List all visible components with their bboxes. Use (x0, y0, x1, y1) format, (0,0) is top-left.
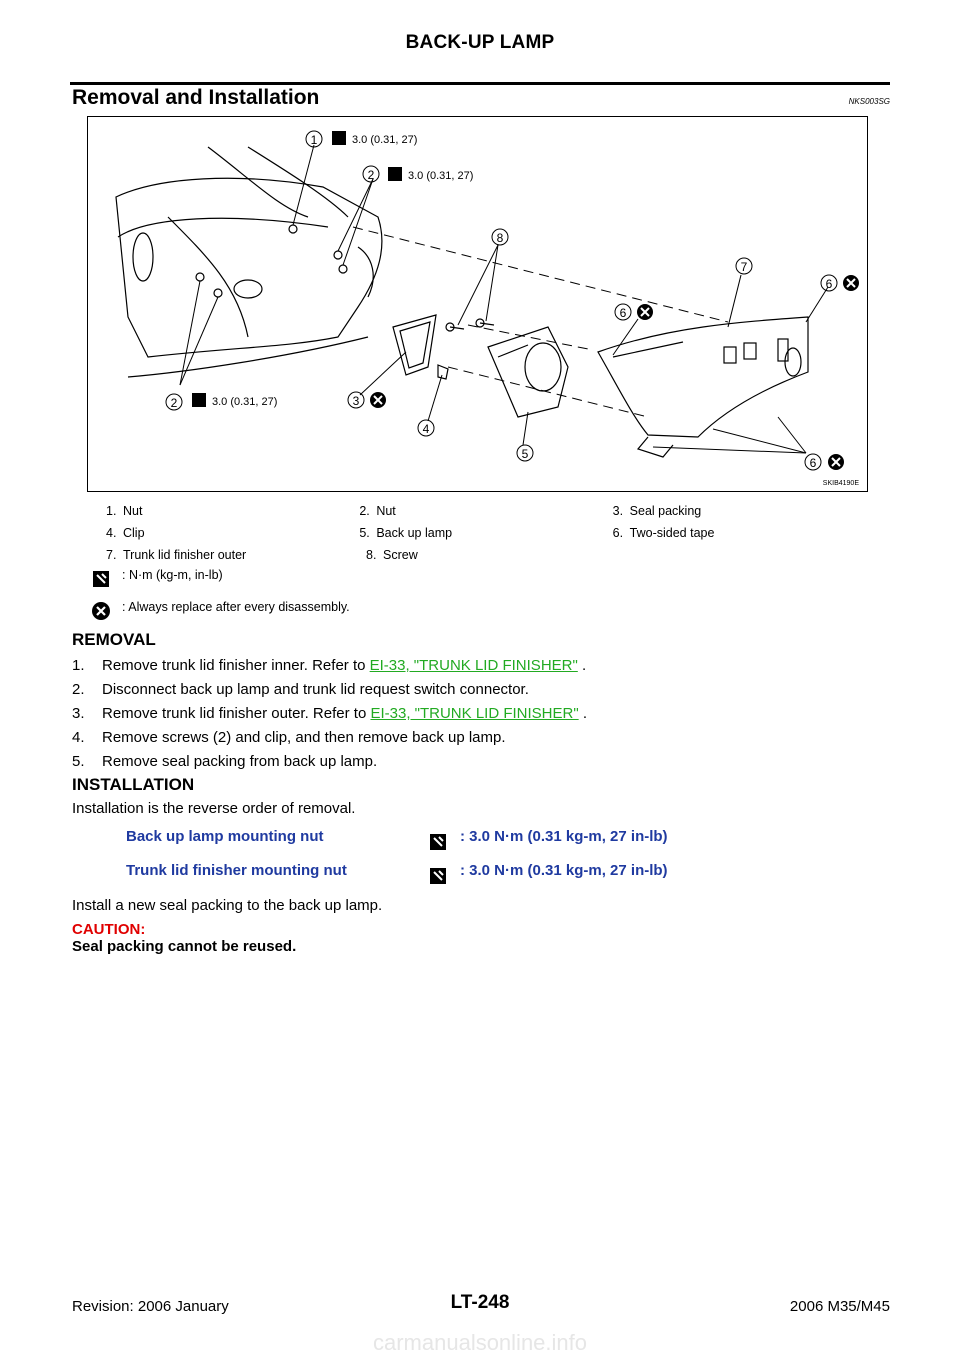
exploded-diagram (87, 116, 868, 492)
callout-5 (517, 445, 533, 461)
legend-item: 6. Two-sided tape (612, 526, 715, 540)
callout-label: 3 (352, 394, 360, 408)
header-rule (70, 82, 890, 85)
callout-2b (166, 394, 182, 410)
legend-item: 1. Nut (106, 504, 143, 518)
torque-legend (90, 568, 866, 590)
callout-8 (492, 229, 508, 245)
replace-note: : Always replace after every disassembly. (122, 600, 350, 614)
section-title: Removal and Installation (72, 86, 320, 109)
legend-row (106, 522, 866, 544)
removal-step: 4. Remove screws (2) and clip, and then remove back up lamp. (72, 729, 506, 746)
installation-heading: INSTALLATION (72, 775, 195, 794)
replace-legend (90, 600, 866, 622)
legend-item: 3. Seal packing (612, 504, 702, 518)
parts-legend (106, 500, 866, 622)
page-title: BACK-UP LAMP (405, 32, 555, 53)
callout-1 (306, 131, 322, 147)
removal-step: 2. Disconnect back up lamp and trunk lid request switch connector. (72, 681, 529, 698)
spec-row (126, 862, 347, 879)
callout-6b (821, 275, 837, 291)
section-code: NKS003SG (848, 97, 890, 106)
removal-step: 3. Remove trunk lid finisher outer. Refer to EI-33, "TRUNK LID FINISHER" . (72, 705, 587, 722)
callout-label: 2 (367, 168, 375, 182)
callout-label: 6 (809, 456, 817, 470)
legend-item: 2. Nut (359, 504, 396, 518)
torque-note: : N·m (kg-m, in-lb) (122, 568, 223, 582)
torque-label: 3.0 (0.31, 27) (352, 134, 418, 146)
callout-label: 6 (825, 277, 833, 291)
watermark: carmanualsonline.info (372, 1330, 588, 1355)
diagram-drawing (88, 117, 867, 491)
torque-wrench-icon (428, 866, 448, 886)
legend-item: 7. Trunk lid finisher outer (106, 548, 247, 562)
spec-label: Back up lamp mounting nut (126, 828, 324, 845)
spec-label: Trunk lid finisher mounting nut (126, 862, 347, 879)
ei-33-link[interactable]: EI-33, "TRUNK LID FINISHER" (370, 705, 579, 722)
callout-4 (418, 420, 434, 436)
callout-label: 2 (170, 396, 178, 410)
ei-33-link[interactable]: EI-33, "TRUNK LID FINISHER" (369, 657, 578, 674)
replace-mark-icon (370, 275, 859, 470)
legend-item: 5. Back up lamp (359, 526, 453, 540)
spec-row (126, 828, 324, 845)
callout-7 (736, 258, 752, 274)
callout-label: 4 (422, 422, 430, 436)
legend-item: 8. Screw (366, 548, 418, 562)
callout-label: 6 (619, 306, 627, 320)
spec-value: : 3.0 N·m (0.31 kg-m, 27 in-lb) (460, 828, 668, 845)
legend-item: 4. Clip (106, 526, 145, 540)
callout-2a (363, 166, 379, 182)
torque-label: 3.0 (0.31, 27) (212, 396, 278, 408)
callout-label: 8 (496, 231, 504, 245)
callout-label: 5 (521, 447, 529, 461)
torque-wrench-icon (428, 832, 448, 852)
removal-step: 1. Remove trunk lid finisher inner. Refer to EI-33, "TRUNK LID FINISHER" . (72, 657, 587, 674)
removal-heading: REMOVAL (72, 630, 156, 649)
footer-page-number: LT-248 (450, 1292, 510, 1313)
removal-step: 5. Remove seal packing from back up lamp. (72, 753, 378, 770)
spec-value: : 3.0 N·m (0.31 kg-m, 27 in-lb) (460, 862, 668, 879)
torque-label: 3.0 (0.31, 27) (408, 170, 474, 182)
installation-intro: Installation is the reverse order of removal. (72, 800, 356, 817)
callout-3 (348, 392, 364, 408)
caution-label: CAUTION: (72, 921, 146, 938)
footer-model: 2006 M35/M45 (789, 1298, 890, 1315)
legend-row (106, 544, 866, 566)
torque-wrench-icon (90, 568, 112, 590)
callout-label: 7 (740, 260, 748, 274)
callout-label: 1 (310, 133, 318, 147)
footer-revision: Revision: 2006 January (72, 1298, 229, 1315)
installation-note: Install a new seal packing to the back up lamp. (72, 897, 383, 914)
legend-row (106, 500, 866, 522)
callout-6c (805, 454, 821, 470)
caution-text: Seal packing cannot be reused. (72, 938, 297, 955)
callout-6a (615, 304, 631, 320)
figure-code: SKIB4190E (822, 480, 859, 487)
replace-icon (90, 600, 112, 622)
caution-block (72, 921, 296, 955)
